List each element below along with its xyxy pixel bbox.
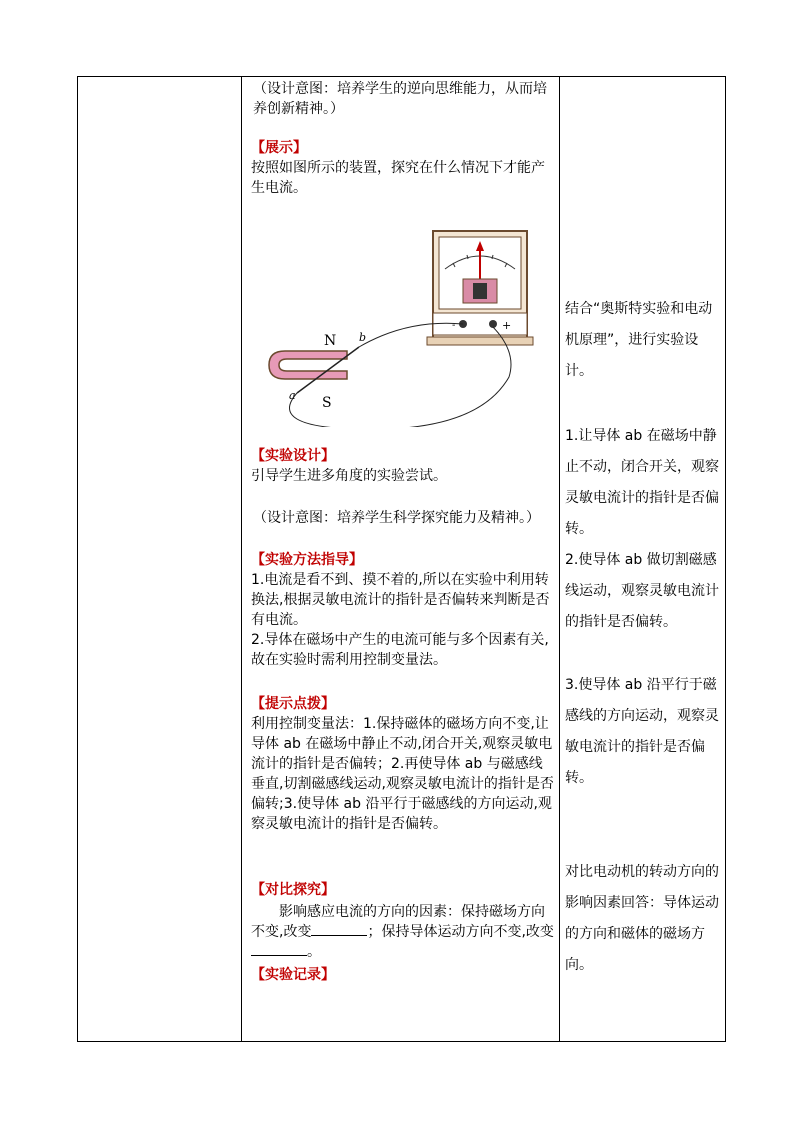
design-text: 引导学生进多角度的实验尝试。: [251, 468, 447, 484]
induction-apparatus-figure: [247, 227, 547, 427]
method-item-2: 2.导体在磁场中产生的电流可能与多个因素有关,故在实验时需利用控制变量法。: [251, 632, 549, 668]
heading-show: 【展示】: [251, 140, 307, 156]
label-minus: -: [452, 320, 456, 331]
heading-method: 【实验方法指导】: [251, 552, 363, 568]
label-n-pole: N: [324, 333, 337, 349]
heading-hint: 【提示点拨】: [251, 696, 335, 712]
column-divider-2: [559, 77, 560, 1041]
label-a: a: [289, 389, 296, 402]
heading-record: 【实验记录】: [251, 967, 335, 983]
compare-text: 影响感应电流的方向的因素：保持磁场方向不变,改变 ；保持导体运动方向不变,改变。: [251, 904, 554, 960]
galvanometer-base: [427, 337, 533, 345]
hint-text: 利用控制变量法：1.保持磁体的磁场方向不变,让导体 ab 在磁场中静止不动,闭合开关,观察灵敏电流计的指针是否偏转；2.再使导体 ab 与磁感线垂直,切割磁感线运动,观察灵敏电流计的指针是否偏转;3.使导体 ab 沿平行于磁感线的方向运动,观察灵敏电流计的指针是否偏转。: [251, 716, 554, 832]
lesson-table: [77, 76, 726, 1042]
heading-compare: 【对比探究】: [251, 882, 335, 898]
right-step-1: 1.让导体 ab 在磁场中静止不动，闭合开关，观察灵敏电流计的指针是否偏转。: [565, 428, 719, 537]
right-step-3: 3.使导体 ab 沿平行于磁感线的方向运动，观察灵敏电流计的指针是否偏转。: [565, 677, 719, 786]
right-intro: 结合“奥斯特实验和电动机原理”，进行实验设计。: [565, 301, 713, 379]
design-intent-2: （设计意图：培养学生科学探究能力及精神。）: [253, 510, 540, 526]
show-text: 按照如图所示的装置，探究在什么情况下才能产生电流。: [251, 160, 545, 196]
label-plus: +: [502, 319, 512, 332]
terminal-panel: [433, 313, 527, 335]
label-s-pole: S: [322, 395, 332, 411]
terminal-plus: [489, 320, 497, 328]
right-step-2: 2.使导体 ab 做切割磁感线运动，观察灵敏电流计的指针是否偏转。: [565, 552, 719, 630]
answer-blank-2[interactable]: [251, 955, 307, 956]
heading-experiment-design: 【实验设计】: [251, 448, 335, 464]
method-item-1: 1.电流是看不到、摸不着的,所以在实验中利用转换法,根据灵敏电流计的指针是否偏转来判断是否有电流。: [251, 572, 550, 628]
design-intent-1: （设计意图：培养学生的逆向思维能力，从而培养创新精神。）: [253, 81, 547, 117]
label-b: b: [359, 331, 367, 344]
column-divider-1: [241, 77, 242, 1041]
right-answer: 对比电动机的转动方向的影响因素回答：导体运动的方向和磁体的磁场方向。: [565, 864, 719, 973]
answer-blank-1[interactable]: [311, 935, 367, 936]
